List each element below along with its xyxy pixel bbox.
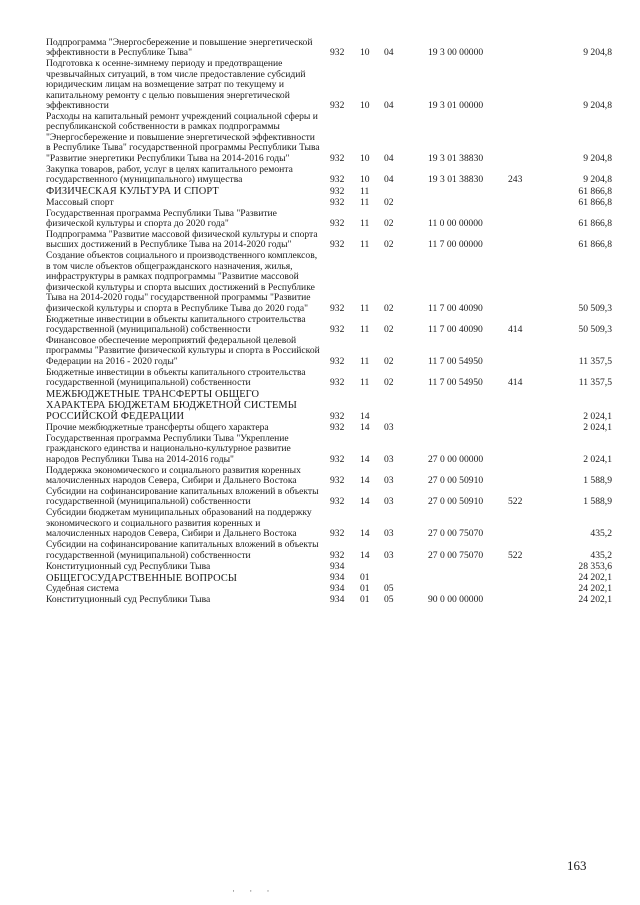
row-section-code: 14 (360, 453, 370, 465)
row-subsection-code: 02 (384, 218, 394, 230)
row-target-item-code: 11 7 00 40090 (428, 323, 483, 335)
row-name: Судебная система (46, 583, 119, 595)
row-amount: 61 866,8 (578, 239, 612, 251)
row-grbs-code: 932 (330, 47, 345, 59)
row-grbs-code: 932 (330, 323, 345, 335)
table-row (46, 59, 612, 112)
row-name: Закупка товаров, работ, услуг в целях капитального ремонта государственного (муниципального) имущества (46, 163, 293, 186)
row-target-item-code: 27 0 00 75070 (428, 528, 484, 540)
row-amount: 11 357,5 (578, 355, 612, 367)
row-subsection-code (380, 562, 424, 573)
row-section-code: 14 (360, 496, 370, 508)
row-subsection-code: 03 (384, 474, 394, 486)
row-name: Субсидии бюджетам муниципальных образований на поддержку экономического и социального развития коренных и малочисленных народов Севера, Сибири и Дальнего Востока (46, 507, 312, 540)
row-subsection-code: 03 (384, 549, 394, 561)
row-subsection-code: 05 (384, 583, 394, 595)
row-section-code: 11 (360, 185, 370, 197)
row-target-item-code (424, 389, 504, 423)
section-row (46, 573, 612, 585)
row-target-item-code: 19 3 00 00000 (428, 47, 484, 59)
row-subsection-code: 02 (384, 196, 394, 208)
table-row (46, 508, 612, 540)
row-subsection-code: 02 (384, 377, 394, 389)
row-target-item-code: 27 0 00 50910 (428, 474, 484, 486)
row-amount: 24 202,1 (578, 583, 612, 595)
row-name: Финансовое обеспечение мероприятий федеральной целевой программы "Развитие физической культуры и спорта в Российской Федерации на 2016 - 2020 годы" (46, 334, 320, 367)
row-section-code: 11 (360, 355, 370, 367)
row-subsection-code: 02 (384, 323, 394, 335)
section-row (46, 186, 612, 198)
row-section-code: 01 (360, 583, 370, 595)
row-subsection-code: 04 (384, 100, 394, 112)
row-name: Расходы на капитальный ремонт учреждений социальной сферы и республиканской собственности в рамках подпрограммы "Энергосбережение и повышение энергетической эффективности в Республике Тыва" государственной программы Республики Тыва "Развитие энергетики Республики Тыва на 2014-2016 годы" (46, 111, 320, 164)
row-amount: 50 509,3 (578, 323, 612, 335)
table-row (46, 368, 612, 389)
row-subsection-code: 03 (384, 453, 394, 465)
row-subsection-code: 02 (384, 302, 394, 314)
row-amount: 2 024,1 (583, 421, 612, 433)
row-grbs-code: 932 (330, 549, 345, 561)
row-section-code (356, 562, 380, 573)
row-section-code: 10 (360, 174, 370, 186)
row-grbs-code: 932 (330, 196, 345, 208)
row-name: Конституционный суд Республики Тыва (46, 594, 211, 606)
row-target-item-code: 11 7 00 00000 (428, 239, 483, 251)
table-row (46, 487, 612, 508)
row-section-code: 01 (360, 594, 370, 606)
row-name: Субсидии на софинансирование капитальных вложений в объекты государственной (муниципальной) собственности (46, 539, 319, 561)
row-name: Субсидии на софинансирование капитальных вложений в объекты государственной (муниципальной) собственности (46, 485, 319, 508)
row-target-item-code (424, 423, 504, 434)
row-expense-type-code (504, 573, 542, 585)
row-expense-type-code (504, 562, 542, 573)
row-section-code: 10 (360, 100, 370, 112)
table-row (46, 434, 612, 466)
row-grbs-code: 934 (330, 594, 345, 606)
row-amount: 1 588,9 (583, 474, 612, 486)
row-name: ФИЗИЧЕСКАЯ КУЛЬТУРА И СПОРТ (46, 186, 219, 198)
row-grbs-code: 932 (330, 355, 345, 367)
row-target-item-code: 11 7 00 54950 (428, 377, 483, 389)
budget-table (46, 38, 612, 606)
row-subsection-code: 02 (384, 239, 394, 251)
row-subsection-code: 04 (384, 174, 394, 186)
row-expense-type-code (504, 59, 542, 112)
row-target-item-code: 11 0 00 00000 (428, 218, 483, 230)
row-section-code: 01 (360, 572, 370, 584)
row-name: Прочие межбюджетные трансферты общего характера (46, 421, 269, 433)
row-subsection-code: 03 (384, 528, 394, 540)
page-number: 163 (567, 858, 587, 873)
row-expense-type-code (504, 198, 542, 209)
row-amount: 9 204,8 (583, 174, 612, 186)
row-name: Государственная программа Республики Тыва "Развитие физической культуры и спорта до 2020 года" (46, 207, 277, 230)
row-amount: 435,2 (590, 549, 612, 561)
row-expense-type-code (504, 336, 542, 368)
row-expense-type-code (504, 230, 542, 251)
row-grbs-code: 932 (330, 239, 345, 251)
row-section-code: 11 (360, 323, 370, 335)
row-expense-type-code (504, 38, 542, 59)
table-row (46, 540, 612, 561)
row-target-item-code: 27 0 00 50910 (428, 496, 484, 508)
row-name: Подпрограмма "Развитие массовой физической культуры и спорта высших достижений в Республике Тыва на 2014-2020 годы" (46, 229, 318, 251)
row-subsection-code: 03 (384, 421, 394, 433)
row-expense-type-code: 414 (508, 377, 523, 389)
table-row (46, 209, 612, 230)
table-row (46, 315, 612, 336)
row-name: Государственная программа Республики Тыва "Укрепление гражданского единства и национально-культурное развитие народов Республики Тыва на 2014-2016 годы" (46, 432, 291, 465)
row-section-code: 11 (360, 218, 370, 230)
row-amount: 9 204,8 (583, 152, 612, 164)
row-section-code: 11 (360, 239, 370, 251)
row-expense-type-code (504, 112, 542, 165)
row-section-code: 11 (360, 196, 370, 208)
scan-mark: · · · (232, 886, 276, 896)
row-name: МЕЖБЮДЖЕТНЫЕ ТРАНСФЕРТЫ ОБЩЕГО ХАРАКТЕРА БЮДЖЕТАМ БЮДЖЕТНОЙ СИСТЕМЫ РОССИЙСКОЙ ФЕДЕРАЦИИ (46, 389, 297, 423)
row-subsection-code: 04 (384, 47, 394, 59)
row-name: ОБЩЕГОСУДАРСТВЕННЫЕ ВОПРОСЫ (46, 572, 238, 584)
row-name: Массовый спорт (46, 196, 114, 208)
row-section-code: 11 (360, 377, 370, 389)
row-grbs-code: 932 (330, 152, 345, 164)
row-amount: 9 204,8 (583, 100, 612, 112)
row-amount: 1 588,9 (583, 496, 612, 508)
row-expense-type-code: 243 (508, 174, 523, 186)
row-amount: 2 024,1 (583, 410, 612, 422)
row-amount: 9 204,8 (583, 47, 612, 59)
row-amount: 50 509,3 (578, 302, 612, 314)
row-grbs-code: 934 (330, 583, 345, 595)
row-target-item-code: 19 3 01 38830 (428, 152, 484, 164)
row-target-item-code: 27 0 00 00000 (428, 453, 484, 465)
row-expense-type-code (504, 423, 542, 434)
row-subsection-code: 05 (384, 594, 394, 606)
row-grbs-code: 934 (330, 572, 345, 584)
row-section-code: 11 (360, 302, 370, 314)
table-body (46, 38, 612, 606)
row-target-item-code (424, 186, 504, 198)
table-row (46, 165, 612, 186)
row-target-item-code: 11 7 00 40090 (428, 302, 483, 314)
row-amount: 24 202,1 (578, 594, 612, 606)
row-name: Бюджетные инвестиции в объекты капитального строительства государственной (муниципальной) собственности (46, 366, 306, 389)
row-expense-type-code (504, 508, 542, 540)
row-grbs-code: 932 (330, 496, 345, 508)
section-row (46, 389, 612, 423)
row-amount: 61 866,8 (578, 218, 612, 230)
row-grbs-code: 932 (330, 421, 345, 433)
row-grbs-code: 932 (330, 302, 345, 314)
row-name: Подпрограмма "Энергосбережение и повышение энергетической эффективности в Республике Тыва" (46, 37, 313, 59)
table-row (46, 112, 612, 165)
row-target-item-code: 19 3 01 38830 (428, 174, 484, 186)
row-expense-type-code: 522 (508, 549, 523, 561)
table-row (46, 466, 612, 487)
table-row (46, 251, 612, 314)
row-expense-type-code: 414 (508, 323, 523, 335)
row-subsection-code: 02 (384, 355, 394, 367)
row-expense-type-code (504, 209, 542, 230)
row-target-item-code: 27 0 00 75070 (428, 549, 484, 561)
row-amount: 28 353,6 (578, 560, 612, 572)
row-grbs-code: 932 (330, 218, 345, 230)
row-name: Конституционный суд Республики Тыва (46, 560, 211, 572)
row-name: Подготовка к осенне-зимнему периоду и предотвращение чрезвычайных ситуаций, в том числе предоставление субсидий юридическим лицам на возмещение затрат по текущему и капитальному ремонту с целью повышения энергетической эффективности (46, 58, 306, 112)
row-amount: 11 357,5 (578, 377, 612, 389)
row-target-item-code (424, 562, 504, 573)
table-row (46, 198, 612, 209)
row-expense-type-code (504, 251, 542, 314)
table-row (46, 595, 612, 606)
row-section-code: 10 (360, 47, 370, 59)
row-target-item-code (424, 573, 504, 585)
row-section-code: 14 (360, 528, 370, 540)
row-name: Создание объектов социального и производственного комплексов, в том числе объектов общегражданского назначения, жилья, инфраструктуры в рамках подпрограммы "Развитие массовой физической культуры и спорта высших достижений в Республике Тыва на 2014-2020 годы" государственной программы "Развитие физической культуры и спорта в Республике Тыва до 2020 года" (46, 250, 318, 314)
table-row (46, 562, 612, 573)
row-expense-type-code (504, 584, 542, 595)
table-row (46, 230, 612, 251)
row-grbs-code: 932 (330, 474, 345, 486)
row-expense-type-code (504, 186, 542, 198)
row-amount: 2 024,1 (583, 453, 612, 465)
row-grbs-code: 932 (330, 528, 345, 540)
row-amount: 61 866,8 (578, 185, 612, 197)
row-grbs-code: 932 (330, 174, 345, 186)
row-expense-type-code (504, 434, 542, 466)
row-grbs-code: 934 (330, 560, 345, 572)
row-subsection-code: 03 (384, 496, 394, 508)
row-expense-type-code (504, 389, 542, 423)
row-target-item-code: 11 7 00 54950 (428, 355, 483, 367)
row-subsection-code (380, 186, 424, 198)
row-grbs-code: 932 (330, 185, 345, 197)
row-amount: 24 202,1 (578, 572, 612, 584)
row-grbs-code: 932 (330, 100, 345, 112)
row-target-item-code: 19 3 01 00000 (428, 100, 484, 112)
row-subsection-code (380, 389, 424, 423)
row-expense-type-code (504, 466, 542, 487)
row-amount: 435,2 (590, 528, 612, 540)
table-row (46, 336, 612, 368)
row-amount: 61 866,8 (578, 196, 612, 208)
row-grbs-code: 932 (330, 377, 345, 389)
row-grbs-code: 932 (330, 453, 345, 465)
row-section-code: 14 (360, 410, 370, 422)
row-target-item-code (424, 198, 504, 209)
row-expense-type-code (504, 595, 542, 606)
row-section-code: 14 (360, 474, 370, 486)
row-section-code: 14 (360, 549, 370, 561)
row-name: Поддержка экономического и социального развития коренных малочисленных народов Севера, Сибири и Дальнего Востока (46, 464, 301, 486)
row-name: Бюджетные инвестиции в объекты капитального строительства государственной (муниципальной) собственности (46, 313, 306, 335)
row-target-item-code: 90 0 00 00000 (428, 594, 484, 606)
row-subsection-code: 04 (384, 152, 394, 164)
row-expense-type-code: 522 (508, 496, 523, 508)
row-section-code: 14 (360, 421, 370, 433)
table-row (46, 38, 612, 59)
row-grbs-code: 932 (330, 410, 345, 422)
row-section-code: 10 (360, 152, 370, 164)
